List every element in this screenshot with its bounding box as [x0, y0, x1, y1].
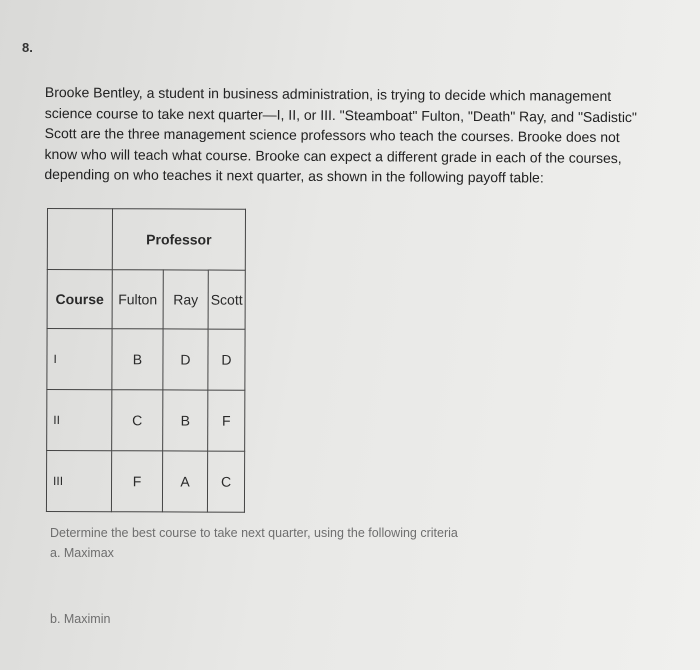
column-header-ray: Ray: [163, 270, 208, 329]
grade-cell: C: [207, 451, 244, 512]
table-row: [46, 451, 244, 513]
column-header-course: Course: [47, 270, 112, 329]
grade-cell: F: [208, 390, 245, 451]
criteria-prompt: Determine the best course to take next quarter, using the following criteria: [50, 526, 458, 540]
column-header-scott: Scott: [208, 270, 245, 329]
grade-cell: D: [163, 329, 208, 390]
course-cell: III: [46, 451, 111, 512]
grade-cell: D: [208, 329, 245, 390]
grade-cell: C: [112, 390, 163, 451]
part-b-maximin: b. Maximin: [50, 612, 111, 626]
statement-line: depending on who teaches it next quarter, as shown in the following payoff table:: [44, 165, 544, 186]
table-group-header-row: [47, 209, 245, 271]
statement-line: Brooke Bentley, a student in business administration, is trying to decide which management: [44, 83, 612, 104]
grade-cell: F: [111, 451, 162, 512]
question-number: 8.: [22, 40, 33, 55]
statement-line: know who will teach what course. Brooke can expect a different grade in each of the courses,: [44, 145, 622, 166]
empty-corner-cell: [47, 209, 112, 270]
statement-line: Scott are the three management science professors who teach the courses. Brooke does not: [44, 124, 620, 146]
table-row: [47, 329, 245, 391]
table-row: [47, 390, 245, 452]
part-a-maximax: a. Maximax: [50, 546, 114, 560]
course-cell: I: [47, 329, 112, 390]
grade-cell: B: [112, 329, 163, 390]
problem-statement: [44, 82, 695, 189]
grade-cell: A: [162, 451, 207, 512]
statement-line: science course to take next quarter—I, II, or III. "Steamboat" Fulton, "Death" Ray, and "Sadistic": [44, 104, 638, 125]
grade-cell: B: [163, 390, 208, 451]
professor-header: Professor: [112, 209, 245, 270]
course-cell: II: [47, 390, 112, 451]
column-header-fulton: Fulton: [112, 270, 163, 329]
payoff-table: [46, 208, 246, 513]
table-header-row: [47, 270, 245, 330]
